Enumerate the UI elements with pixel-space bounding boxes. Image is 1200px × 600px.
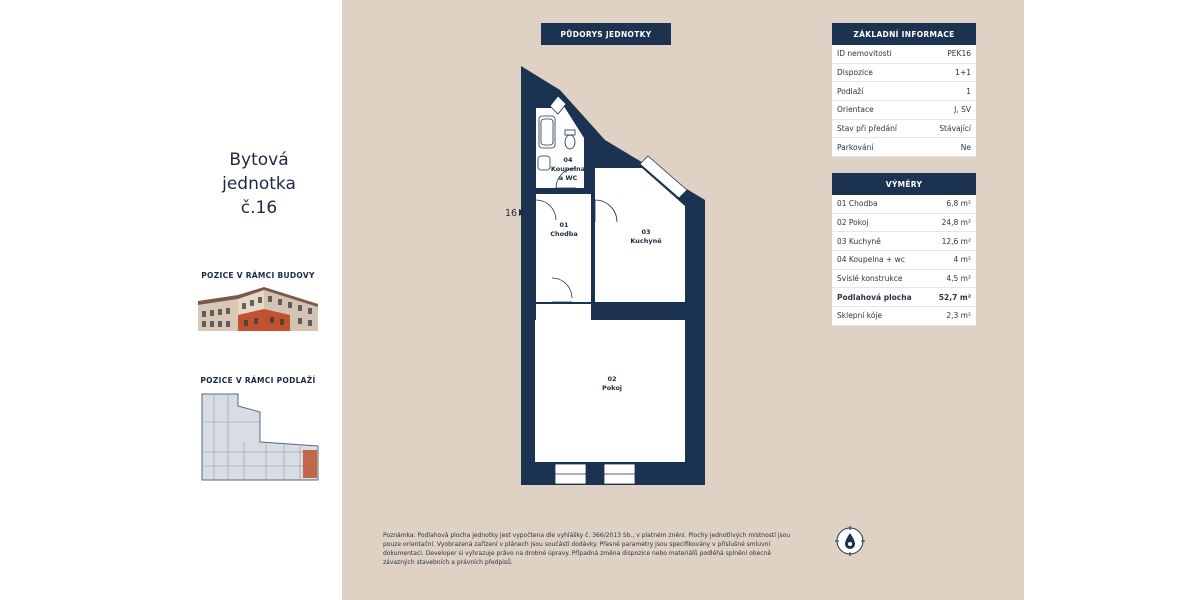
info-row-floor: Podlaží 1: [832, 82, 976, 101]
room-04-number: 04: [563, 156, 573, 164]
areas-table: [832, 173, 976, 326]
unit-title: [200, 148, 318, 220]
compass-icon: [834, 525, 866, 557]
info-row-parking: Parkování Ne: [832, 138, 976, 157]
areas-heading: VÝMĚRY: [832, 173, 976, 195]
floor-position-label: POZICE V RÁMCI PODLAŽÍ: [200, 376, 316, 385]
room-03-number: 03: [641, 228, 651, 236]
info-row-layout: Dispozice 1+1: [832, 64, 976, 83]
unit-title-line-3: č.16: [240, 198, 278, 218]
info-row-id: ID nemovitosti PEK16: [832, 45, 976, 64]
building-position-label: POZICE V RÁMCI BUDOVY: [201, 271, 315, 280]
area-row-floor-area: Podlahová plocha 52,7 m²: [832, 288, 976, 307]
basic-info-heading: ZÁKLADNÍ INFORMACE: [832, 23, 976, 45]
room-02-name: Pokoj: [601, 384, 623, 392]
info-row-orientation: Orientace J, SV: [832, 101, 976, 120]
building-thumbnail: [198, 287, 320, 335]
area-row-structures: Svislé konstrukce 4,5 m²: [832, 270, 976, 289]
room-01-name: Chodba: [550, 230, 578, 238]
area-row-kitchen: 03 Kuchyně 12,6 m²: [832, 232, 976, 251]
room-01-number: 01: [559, 221, 569, 229]
floor-plan: [500, 60, 710, 490]
room-01-hallway: [536, 194, 591, 302]
info-row-condition: Stav při předání Stávající: [832, 120, 976, 139]
unit-title-line-2: jednotka: [222, 174, 296, 194]
room-03-name: Kuchyně: [630, 237, 662, 245]
room-04-name-line-2: a WC: [558, 174, 578, 182]
area-row-living: 02 Pokoj 24,8 m²: [832, 214, 976, 233]
room-02-number: 02: [607, 375, 617, 383]
entrance-number: 16: [505, 208, 518, 219]
disclaimer-note: Poznámka: Podlahová plocha jednotky jest vypočtena dle vyhlášky č. 366/2013 Sb., v platném znění. Plochy jednotlivých místností jsou pouze orientační. Vyobrazená zařízení v plánech jsou součástí dodávky. Přesné parametry jsou specifikovány v příslušné smluvní dokumentaci. Developer si vyhrazuje právo na drobné úpravy. Případná změna dispozice nebo materiálů podléhá splnění obecně závazných stavebních a právních předpisů.: [383, 532, 791, 566]
left-panel: [0, 0, 342, 600]
area-row-bathroom: 04 Koupelna + wc 4 m²: [832, 251, 976, 270]
area-row-cellar: Sklepní kóje 2,3 m²: [832, 307, 976, 326]
room-04-name-line-1: Koupelna: [550, 165, 586, 173]
plan-title: PŮDORYS JEDNOTKY: [541, 23, 671, 45]
unit-title-line-1: Bytová: [229, 150, 289, 170]
basic-info-table: [832, 23, 976, 157]
area-row-hallway: 01 Chodba 6,8 m²: [832, 195, 976, 214]
floor-thumbnail: [200, 392, 320, 484]
